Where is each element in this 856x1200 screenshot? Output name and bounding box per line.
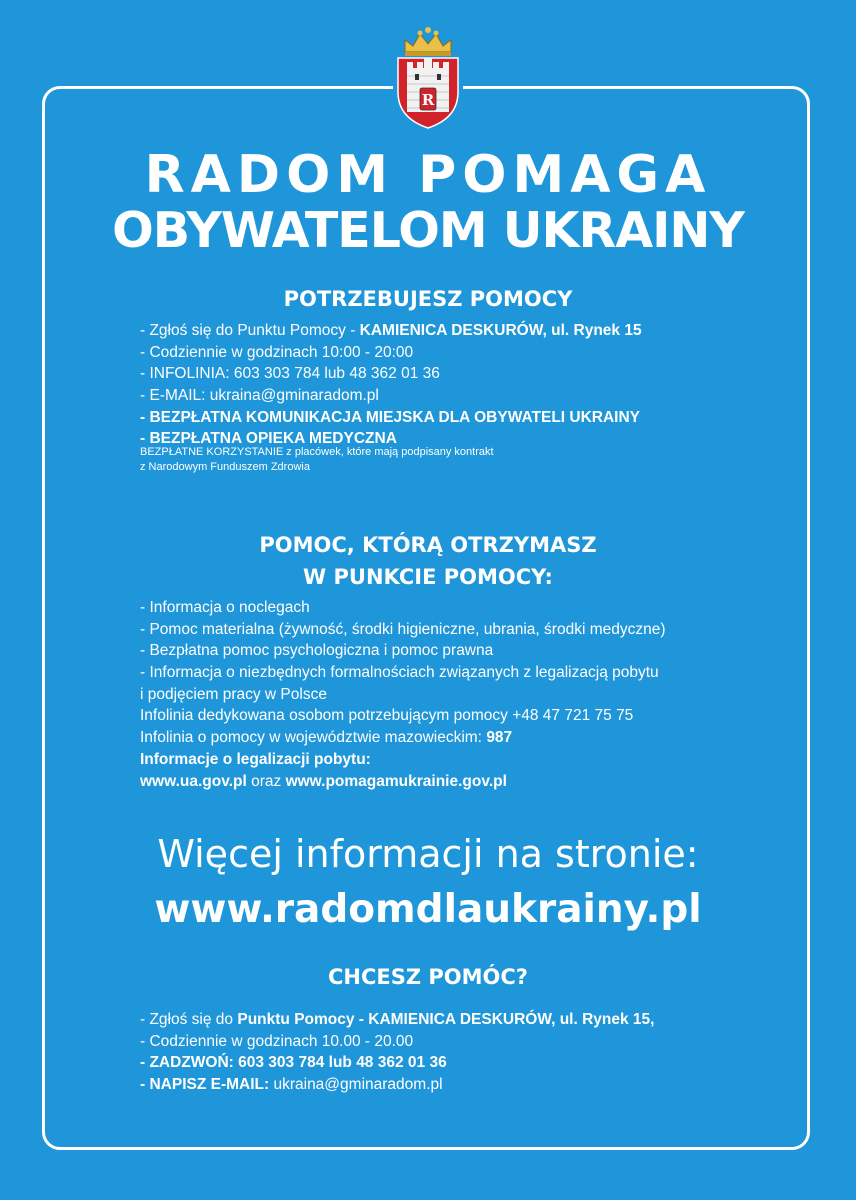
list-item: - BEZPŁATNA OPIEKA MEDYCZNA	[140, 430, 397, 448]
list-item: - Informacja o niezbędnych formalnościach związanych z legalizacją pobytu	[140, 664, 659, 682]
list-item: - Codziennie w godzinach 10:00 - 20:00	[140, 343, 414, 361]
list-item: - Codziennie w godzinach 10.00 - 20.00	[140, 1032, 414, 1050]
websites-item: www.ua.gov.pl oraz www.pomagamukrainie.gov.pl	[140, 772, 507, 790]
help-received-list	[140, 597, 790, 792]
list-item: - Zgłoś się do Punktu Pomocy - KAMIENICA DESKURÓW, ul. Rynek 15	[140, 322, 642, 339]
list-item: - ZADZWOŃ: 603 303 784 lub 48 362 01 36	[140, 1054, 447, 1072]
radom-coat-of-arms-icon	[393, 22, 463, 132]
crest-letter: R	[421, 91, 435, 109]
page-subtitle: OBYWATELOM UKRAINY	[112, 202, 744, 259]
ua-gov-link[interactable]: www.ua.gov.pl	[140, 772, 247, 790]
want-help-list	[140, 1009, 790, 1096]
more-info-text: Więcej informacji na stronie:	[157, 832, 699, 876]
website-link[interactable]: www.radomdlaukrainy.pl	[154, 887, 702, 932]
list-item: i podjęciem pracy w Polsce	[140, 685, 327, 703]
help-received-heading: POMOC, KTÓRĄ OTRZYMASZ	[259, 533, 597, 557]
list-item: Infolinia dedykowana osobom potrzebującym pomocy +48 47 721 75 75	[140, 707, 634, 725]
list-item: - Pomoc materialna (żywność, środki higieniczne, ubrania, środki medyczne)	[140, 620, 666, 638]
need-help-list	[140, 320, 790, 475]
help-received-heading-2: W PUNKCIE POMOCY:	[303, 565, 553, 589]
page-title: RADOM POMAGA	[144, 145, 712, 205]
need-help-heading: POTRZEBUJESZ POMOCY	[283, 287, 573, 311]
list-item: Infolinia o pomocy w województwie mazowieckim: 987	[140, 729, 513, 747]
medical-note: BEZPŁATNE KORZYSTANIE z placówek, które mają podpisany kontrakt	[140, 446, 494, 459]
want-help-heading: CHCESZ POMÓC?	[328, 965, 528, 989]
list-item: - INFOLINIA: 603 303 784 lub 48 362 01 36	[140, 365, 440, 383]
list-item: - Informacja o noclegach	[140, 599, 310, 616]
list-item: - Zgłoś się do Punktu Pomocy - KAMIENICA DESKURÓW, ul. Rynek 15,	[140, 1011, 655, 1028]
medical-note: z Narodowym Funduszem Zdrowia	[140, 461, 310, 474]
email-item: - E-MAIL: ukraina@gminaradom.pl	[140, 387, 379, 405]
list-item: - BEZPŁATNA KOMUNIKACJA MIEJSKA DLA OBYWATELI UKRAINY	[140, 408, 641, 426]
list-item: - Bezpłatna pomoc psychologiczna i pomoc prawna	[140, 642, 494, 660]
list-item: Informacje o legalizacji pobytu:	[140, 750, 371, 768]
pomagamukrainie-link[interactable]: www.pomagamukrainie.gov.pl	[285, 772, 507, 790]
email-item: - NAPISZ E-MAIL: ukraina@gminaradom.pl	[140, 1076, 443, 1094]
